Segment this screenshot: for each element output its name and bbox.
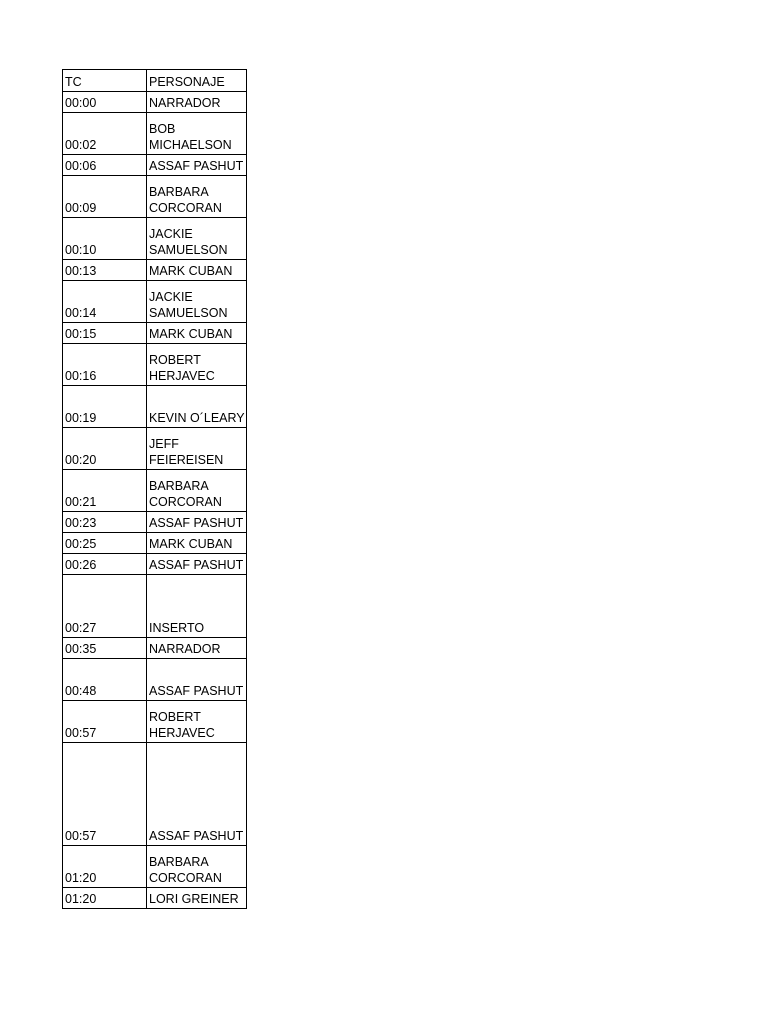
personaje-cell[interactable]	[147, 638, 247, 659]
tc-cell[interactable]	[63, 701, 147, 743]
personaje-value: ASSAF PASHUT	[149, 158, 244, 173]
tc-cell[interactable]	[63, 428, 147, 470]
tc-cell[interactable]	[63, 554, 147, 575]
transcript-table	[62, 69, 247, 909]
table-row	[63, 155, 247, 176]
table-row	[63, 218, 247, 260]
personaje-cell[interactable]	[147, 428, 247, 470]
tc-cell[interactable]	[63, 533, 147, 554]
tc-cell[interactable]	[63, 92, 147, 113]
tc-cell[interactable]	[63, 386, 147, 428]
tc-value: 00:02	[65, 137, 97, 152]
header-cell-personaje[interactable]	[147, 70, 247, 92]
tc-value: 00:00	[65, 95, 97, 110]
personaje-cell[interactable]	[147, 386, 247, 428]
tc-cell[interactable]	[63, 281, 147, 323]
table-row	[63, 176, 247, 218]
personaje-cell[interactable]	[147, 575, 247, 638]
table-header-row	[63, 70, 247, 92]
tc-value: 00:57	[65, 725, 97, 740]
tc-value: 00:57	[65, 828, 97, 843]
tc-value: 00:23	[65, 515, 97, 530]
tc-value: 00:15	[65, 326, 97, 341]
header-cell-tc[interactable]	[63, 70, 147, 92]
tc-cell[interactable]	[63, 638, 147, 659]
table-row	[63, 743, 247, 846]
personaje-cell[interactable]	[147, 218, 247, 260]
personaje-cell[interactable]	[147, 533, 247, 554]
personaje-cell[interactable]	[147, 344, 247, 386]
tc-cell[interactable]	[63, 344, 147, 386]
table-row	[63, 575, 247, 638]
personaje-value: BARBARA CORCORAN	[149, 855, 222, 885]
personaje-cell[interactable]	[147, 92, 247, 113]
personaje-cell[interactable]	[147, 846, 247, 888]
table-row	[63, 846, 247, 888]
tc-value: 00:20	[65, 452, 97, 467]
table-row	[63, 638, 247, 659]
tc-cell[interactable]	[63, 155, 147, 176]
header-label-tc: TC	[65, 74, 82, 89]
tc-value: 00:19	[65, 410, 97, 425]
personaje-value: ASSAF PASHUT	[149, 557, 244, 572]
personaje-cell[interactable]	[147, 155, 247, 176]
table-row	[63, 470, 247, 512]
personaje-cell[interactable]	[147, 554, 247, 575]
header-label-personaje: PERSONAJE	[149, 74, 225, 89]
personaje-cell[interactable]	[147, 743, 247, 846]
personaje-value: NARRADOR	[149, 95, 221, 110]
tc-value: 00:25	[65, 536, 97, 551]
table-row	[63, 428, 247, 470]
tc-cell[interactable]	[63, 659, 147, 701]
personaje-cell[interactable]	[147, 176, 247, 218]
tc-value: 00:14	[65, 305, 97, 320]
tc-cell[interactable]	[63, 470, 147, 512]
tc-cell[interactable]	[63, 176, 147, 218]
tc-value: 00:10	[65, 242, 97, 257]
tc-value: 01:20	[65, 891, 97, 906]
tc-cell[interactable]	[63, 260, 147, 281]
personaje-cell[interactable]	[147, 659, 247, 701]
table-row	[63, 323, 247, 344]
personaje-value: ASSAF PASHUT	[149, 828, 244, 843]
personaje-value: MARK CUBAN	[149, 263, 233, 278]
tc-value: 00:35	[65, 641, 97, 656]
tc-value: 01:20	[65, 870, 97, 885]
personaje-cell[interactable]	[147, 113, 247, 155]
personaje-value: BARBARA CORCORAN	[149, 479, 222, 509]
personaje-value: ASSAF PASHUT	[149, 683, 244, 698]
tc-cell[interactable]	[63, 512, 147, 533]
personaje-cell[interactable]	[147, 512, 247, 533]
tc-cell[interactable]	[63, 113, 147, 155]
table-row	[63, 260, 247, 281]
personaje-value: KEVIN O´LEARY	[149, 410, 245, 425]
tc-cell[interactable]	[63, 888, 147, 909]
personaje-value: MARK CUBAN	[149, 326, 233, 341]
personaje-cell[interactable]	[147, 701, 247, 743]
personaje-value: ROBERT HERJAVEC	[149, 710, 215, 740]
personaje-value: ASSAF PASHUT	[149, 515, 244, 530]
tc-cell[interactable]	[63, 218, 147, 260]
table-row	[63, 888, 247, 909]
tc-value: 00:48	[65, 683, 97, 698]
table-row	[63, 281, 247, 323]
personaje-cell[interactable]	[147, 260, 247, 281]
personaje-cell[interactable]	[147, 888, 247, 909]
personaje-value: BOB MICHAELSON	[149, 122, 232, 152]
personaje-value: ROBERT HERJAVEC	[149, 353, 215, 383]
table-row	[63, 554, 247, 575]
tc-value: 00:26	[65, 557, 97, 572]
table-row	[63, 512, 247, 533]
tc-value: 00:21	[65, 494, 97, 509]
personaje-value: JACKIE SAMUELSON	[149, 227, 228, 257]
tc-cell[interactable]	[63, 575, 147, 638]
tc-value: 00:06	[65, 158, 97, 173]
transcript-table-body	[63, 70, 247, 909]
personaje-value: INSERTO	[149, 620, 205, 635]
tc-value: 00:16	[65, 368, 97, 383]
personaje-value: MARK CUBAN	[149, 536, 233, 551]
table-row	[63, 533, 247, 554]
personaje-value: JEFF FEIEREISEN	[149, 437, 224, 467]
table-row	[63, 113, 247, 155]
personaje-cell[interactable]	[147, 323, 247, 344]
tc-cell[interactable]	[63, 846, 147, 888]
tc-value: 00:27	[65, 620, 97, 635]
personaje-value: NARRADOR	[149, 641, 221, 656]
tc-cell[interactable]	[63, 323, 147, 344]
personaje-value: BARBARA CORCORAN	[149, 185, 222, 215]
table-row	[63, 386, 247, 428]
personaje-value: JACKIE SAMUELSON	[149, 290, 228, 320]
personaje-cell[interactable]	[147, 470, 247, 512]
table-row	[63, 659, 247, 701]
tc-cell[interactable]	[63, 743, 147, 846]
personaje-cell[interactable]	[147, 281, 247, 323]
table-row	[63, 344, 247, 386]
table-row	[63, 701, 247, 743]
tc-value: 00:09	[65, 200, 97, 215]
personaje-value: LORI GREINER	[149, 891, 239, 906]
tc-value: 00:13	[65, 263, 97, 278]
table-row	[63, 92, 247, 113]
